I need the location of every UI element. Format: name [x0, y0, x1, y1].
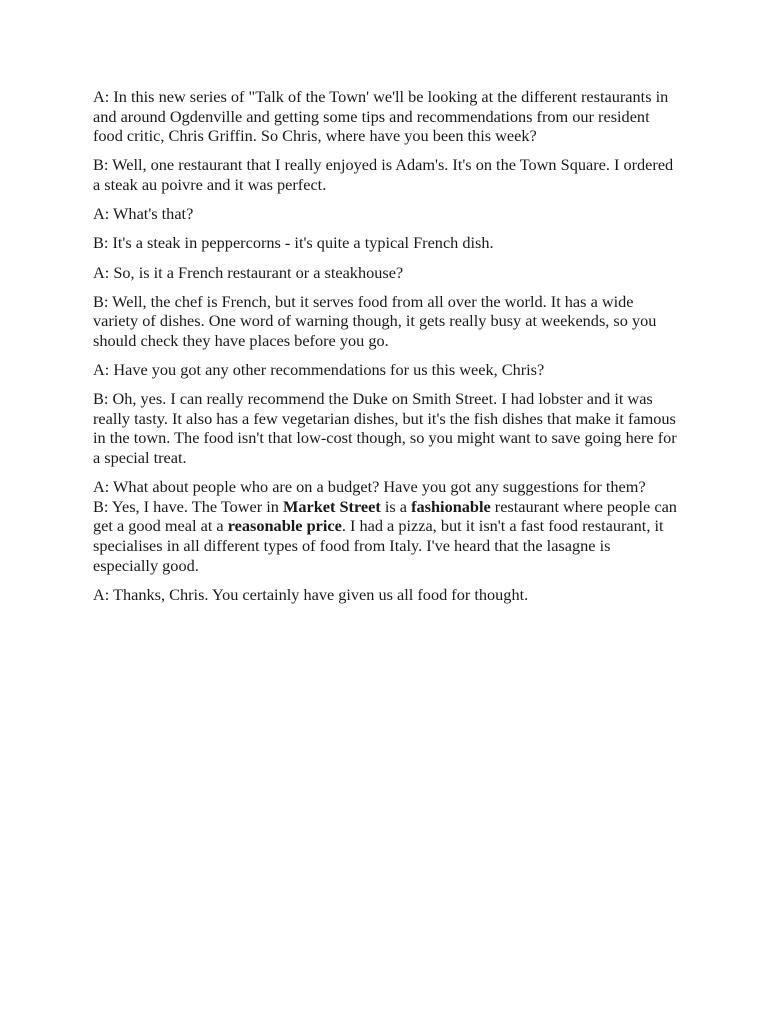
- paragraph-budget: A: What about people who are on a budget? Have you got any suggestions for them?: [93, 477, 646, 497]
- paragraph-chef: B: Well, the chef is French, but it serves food from all over the world. It has a wide variety of dishes. One word of warning though, it gets really busy at weekends, so you should check they have places before you go.: [93, 291, 657, 350]
- bold-market-street: Market Street: [283, 496, 381, 516]
- paragraph-whats-that: A: What's that?: [93, 204, 194, 224]
- bold-reasonable-price: reasonable price: [227, 516, 342, 536]
- paragraph-french-question: A: So, is it a French restaurant or a steakhouse?: [93, 262, 404, 282]
- paragraph-other-recommendations: A: Have you got any other recommendations for us this week, Chris?: [93, 360, 545, 380]
- tower-text-1: B: Yes, I have. The Tower in: [93, 496, 283, 516]
- bold-fashionable: fashionable: [411, 496, 491, 516]
- paragraph-closing: A: Thanks, Chris. You certainly have given us all food for thought.: [93, 584, 529, 604]
- paragraph-duke: B: Oh, yes. I can really recommend the Duke on Smith Street. I had lobster and it was really tasty. It also has a few vegetarian dishes, but it's the fish dishes that make it famous in the town. The food isn't that low-cost though, so you might want to save going here for a special treat.: [93, 389, 677, 468]
- paragraph-steak: B: It's a steak in peppercorns - it's quite a typical French dish.: [93, 233, 494, 253]
- tower-text-3: restaurant where people can get a good meal at a: [93, 496, 677, 536]
- tower-text-2: is a: [380, 496, 412, 516]
- document-body: [93, 87, 678, 614]
- paragraph-tower: [93, 497, 678, 575]
- paragraph-adams: B: Well, one restaurant that I really enjoyed is Adam's. It's on the Town Square. I ordered a steak au poivre and it was perfect.: [93, 155, 674, 194]
- tower-text-4: . I had a pizza, but it isn't a fast food restaurant, it specialises in all different types of food from Italy. I've heard that the lasagne is especially good.: [93, 516, 664, 575]
- paragraph-intro: A: In this new series of "Talk of the Town' we'll be looking at the different restaurants in and around Ogdenville and getting some tips and recommendations from our resident food critic, Chris Griffin. So Chris, where have you been this week?: [93, 87, 669, 146]
